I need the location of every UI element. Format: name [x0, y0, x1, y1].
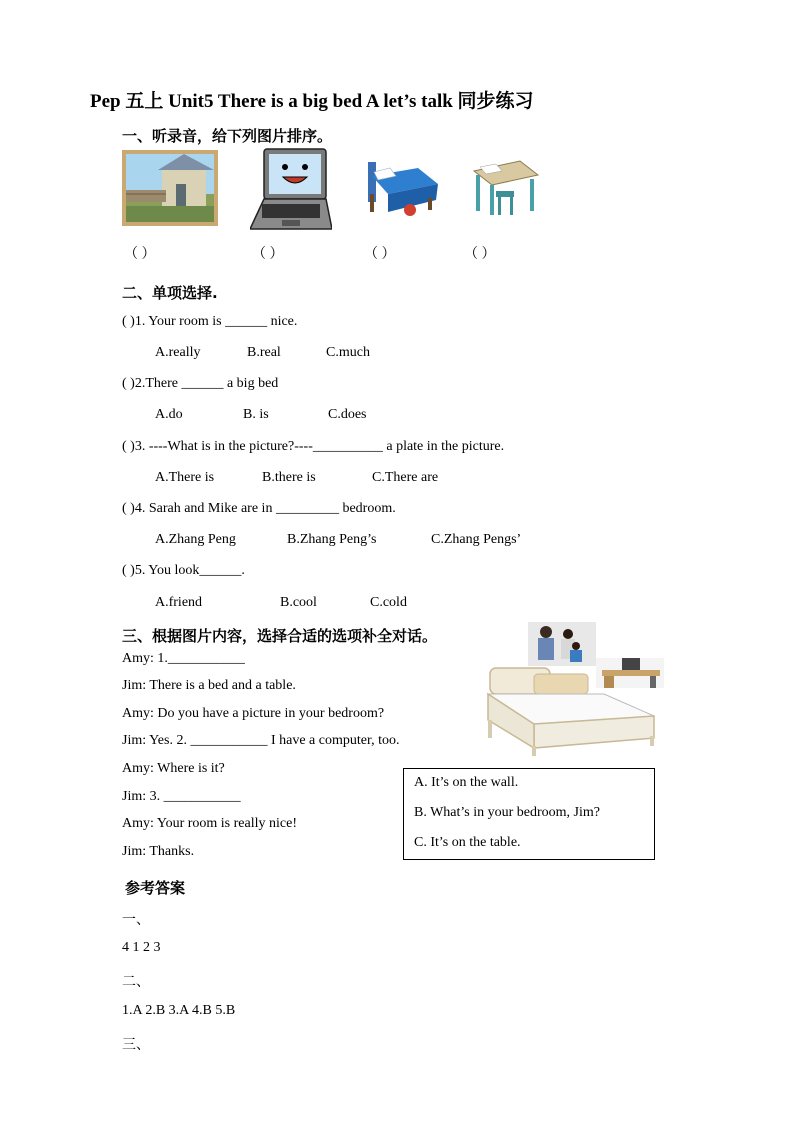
laptop-picture: [250, 147, 332, 233]
picture-2-bracket: （ ）: [252, 247, 284, 262]
question-2-option-b: B. is: [243, 407, 269, 422]
dialogue-line-1: Amy: 1.___________: [122, 651, 245, 666]
question-1-option-c: C.much: [326, 345, 370, 360]
answer-section1-values: 4 1 2 3: [122, 940, 161, 955]
question-2-option-c: C.does: [328, 407, 367, 422]
picture-4-bracket: （ ）: [464, 247, 496, 262]
question-3-option-a: A.There is: [155, 470, 215, 485]
dialogue-line-4: Jim: Yes. 2. ___________ I have a computer, too.: [122, 733, 400, 748]
dialogue-line-2: Jim: There is a bed and a table.: [122, 678, 296, 693]
question-1-option-b: B.real: [247, 345, 281, 360]
picture-1-bracket: （ ）: [124, 247, 156, 262]
options-box: [403, 768, 655, 860]
question-4-option-a: A.Zhang Peng: [155, 532, 236, 547]
section2-heading: 二、单项选择.: [122, 284, 218, 302]
bedroom-picture: [484, 620, 664, 758]
question-4-stem: ( )4. Sarah and Mike are in _________ bedroom.: [122, 501, 396, 516]
question-3-stem: ( )3. ----What is in the picture?----__________ a plate in the picture.: [122, 439, 505, 454]
option-c: C. It’s on the table.: [414, 835, 521, 850]
question-1-option-a: A.really: [155, 345, 201, 360]
dialogue-line-3: Amy: Do you have a picture in your bedroom?: [122, 706, 385, 721]
answer-section3-label: 三、: [122, 1038, 150, 1053]
bed-picture: [366, 158, 440, 218]
answer-heading: 参考答案: [125, 879, 186, 897]
picture-3-bracket: （ ）: [364, 247, 396, 262]
answer-section2-values: 1.A 2.B 3.A 4.B 5.B: [122, 1003, 236, 1018]
question-3-option-c: C.There are: [372, 470, 439, 485]
question-5-option-c: C.cold: [370, 595, 407, 610]
dialogue-line-5: Amy: Where is it?: [122, 761, 225, 776]
dialogue-line-6: Jim: 3. ___________: [122, 789, 241, 804]
question-4-option-b: B.Zhang Peng’s: [287, 532, 377, 547]
desk-picture: [468, 153, 540, 219]
section1-heading: 一、听录音，给下列图片排序。: [122, 127, 333, 145]
dialogue-line-7: Amy: Your room is really nice!: [122, 816, 297, 831]
question-5-stem: ( )5. You look______.: [122, 563, 245, 578]
house-picture: [122, 150, 218, 226]
answer-section2-label: 二、: [122, 975, 150, 990]
page-title: Pep 五上 Unit5 There is a big bed A let’s talk 同步练习: [90, 91, 534, 112]
question-3-option-b: B.there is: [262, 470, 316, 485]
question-5-option-a: A.friend: [155, 595, 203, 610]
question-2-option-a: A.do: [155, 407, 183, 422]
dialogue-line-8: Jim: Thanks.: [122, 844, 195, 859]
section3-heading: 三、根据图片内容，选择合适的选项补全对话。: [122, 627, 438, 645]
question-1-stem: ( )1. Your room is ______ nice.: [122, 314, 298, 329]
question-5-option-b: B.cool: [280, 595, 317, 610]
option-a: A. It’s on the wall.: [414, 775, 519, 790]
question-2-stem: ( )2.There ______ a big bed: [122, 376, 279, 391]
option-b: B. What’s in your bedroom, Jim?: [414, 805, 600, 820]
question-4-option-c: C.Zhang Pengs’: [431, 532, 522, 547]
answer-section1-label: 一、: [122, 913, 150, 928]
